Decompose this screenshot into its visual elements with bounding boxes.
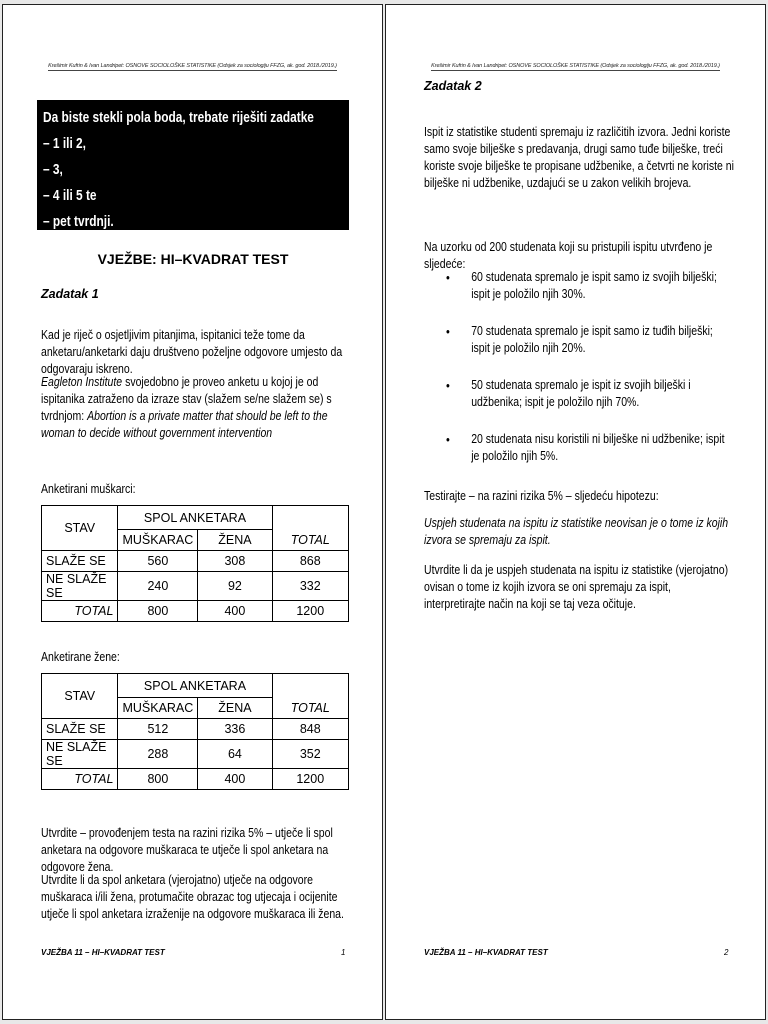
task-1-heading: Zadatak 1 [41, 287, 99, 301]
notice-line: Da biste stekli pola boda, trebate riješiti zadatke [43, 110, 314, 126]
col-header-female: ŽENA [198, 698, 272, 719]
results-list [446, 269, 732, 485]
col-header-male: MUŠKARAC [118, 530, 198, 551]
task-1-intro: Kad je riječ o osjetljivim pitanjima, ispitanici teže tome da anketaru/anketarki daju društveno poželjne odgovore umjesto da odgovaraju iskreno. [41, 328, 343, 376]
task-2-heading: Zadatak 2 [424, 79, 482, 93]
page-number: 2 [724, 948, 729, 957]
task-2-test-instruction: Testirajte – na razini rizika 5% – sljedeću hipotezu: [424, 489, 659, 503]
page-number: 1 [341, 948, 346, 957]
task-1-question-2: Utvrdite li da spol anketara (vjerojatno) utječe na odgovore muškaraca i/ili žena, protumačite obrazac tog utjecaja i ocijenite utječe li spol anketara izraženije na odgovore muškaraca ili žena. [41, 873, 344, 921]
col-header-total: TOTAL [272, 530, 348, 551]
institute-name: Eagleton Institute [41, 375, 123, 389]
list-item: • 50 studenata spremalo je ispit iz svojih bilješki i udžbenika; ispit je položilo njih 70%. [446, 377, 732, 411]
points-notice-box [37, 100, 349, 230]
task-1-question-1: Utvrdite – provođenjem testa na razini rizika 5% – utječe li spol anketara na odgovore muškaraca te utječe li spol anketara na odgovore žena. [41, 826, 333, 874]
notice-line: – pet tvrdnji. [43, 214, 114, 230]
notice-line: – 3, [43, 162, 63, 178]
task-2-hypothesis: Uspjeh studenata na ispitu iz statistike neovisan je o tome iz kojih izvora se spremaju za ispit. [424, 516, 729, 547]
table-row: NE SLAŽE SE 288 64 352 [42, 740, 349, 769]
table-row: SLAŽE SE 512 336 848 [42, 719, 349, 740]
page-footer: VJEŽBA 11 – HI–KVADRAT TEST [424, 948, 548, 957]
page-title: VJEŽBE: HI–KVADRAT TEST [97, 251, 289, 267]
task-2-intro: Ispit iz statistike studenti spremaju iz različitih izvora. Jedni koriste samo svoje bilješke s predavanja, drugi samo tuđe bilješke, treći koriste svoje bilješke te propisane udžbenike, a četvrti ne koriste ni bilješke ni udžbenike, uzdajući se u zakon velikih brojeva. [424, 125, 734, 190]
table-men-label: Anketirani muškarci: [41, 482, 136, 496]
document-page-2 [385, 4, 766, 1020]
notice-line: – 1 ili 2, [43, 136, 86, 152]
col-header-spol: SPOL ANKETARA [118, 506, 272, 530]
task-2-question: Utvrdite li da je uspjeh studenata na ispitu iz statistike (vjerojatno) ovisan o tome iz kojih izvora se oni spremaju za ispit, interpretirajte način na koji se taj veza očituje. [424, 563, 729, 611]
table-women [41, 673, 349, 790]
list-item: • 20 studenata nisu koristili ni bilješke ni udžbenike; ispit je položilo njih 5%. [446, 431, 732, 465]
col-header-male: MUŠKARAC [118, 698, 198, 719]
col-header-stav: STAV [42, 674, 118, 719]
col-header-spol: SPOL ANKETARA [118, 674, 272, 698]
notice-line: – 4 ili 5 te [43, 188, 97, 204]
col-header-stav: STAV [42, 506, 118, 551]
col-header-female: ŽENA [198, 530, 272, 551]
list-item: • 70 studenata spremalo je ispit samo iz tuđih bilješki; ispit je položilo njih 20%. [446, 323, 732, 357]
running-header: Krešimir Kufrin & Ivan Landripet: OSNOVE SOCIOLOŠKE STATISTIKE (Odsjek za sociologiju FFZG, ak. god. 2018./2019.) [48, 63, 337, 69]
page-footer: VJEŽBA 11 – HI–KVADRAT TEST [41, 948, 165, 957]
survey-text: svojedobno je proveo anketu u kojoj je od ispitanika zatraženo da izraze stav (slažem se/ne slažem se) s tvrdnjom: [41, 375, 332, 423]
table-row-total: TOTAL 800 400 1200 [42, 601, 349, 622]
table-row: NE SLAŽE SE 240 92 332 [42, 572, 349, 601]
table-row-total: TOTAL 800 400 1200 [42, 769, 349, 790]
table-women-label: Anketirane žene: [41, 650, 120, 664]
running-header: Krešimir Kufrin & Ivan Landripet: OSNOVE SOCIOLOŠKE STATISTIKE (Odsjek za sociologiju FFZG, ak. god. 2018./2019.) [431, 63, 720, 69]
survey-statement: Abortion is a private matter that should be left to the woman to decide without government intervention [41, 409, 328, 440]
list-item: • 60 studenata spremalo je ispit samo iz svojih bilješki; ispit je položilo njih 30%. [446, 269, 732, 303]
col-header-total: TOTAL [272, 698, 348, 719]
document-page-1 [2, 4, 383, 1020]
table-men [41, 505, 349, 622]
task-1-survey-description [41, 374, 352, 442]
task-2-sample-text: Na uzorku od 200 studenata koji su pristupili ispitu utvrđeno je sljedeće: [424, 240, 713, 271]
table-row: SLAŽE SE 560 308 868 [42, 551, 349, 572]
